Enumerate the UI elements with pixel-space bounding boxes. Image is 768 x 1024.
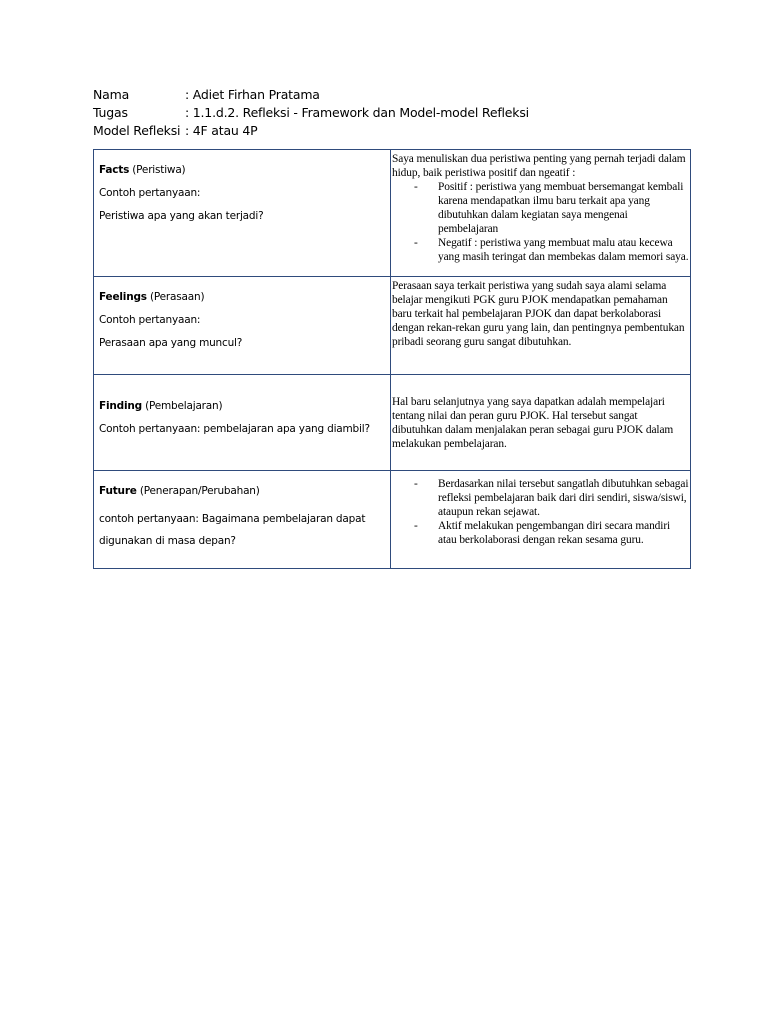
task-label: Tugas — [93, 105, 128, 120]
finding-title: Finding — [99, 400, 142, 412]
feelings-example-label: Contoh pertanyaan: — [99, 314, 201, 326]
feelings-question: Perasaan apa yang muncul? — [99, 337, 243, 349]
feelings-subtitle: (Perasaan) — [146, 291, 205, 303]
future-example-label: contoh pertanyaan: Bagaimana pembelajaran dapat digunakan di masa depan? — [99, 513, 366, 547]
future-subtitle: (Penerapan/Perubahan) — [136, 485, 260, 497]
list-item: - Berdasarkan nilai tersebut sangatlah dibutuhkan sebagai refleksi pembelajaran baik dari diri sendiri, siswa/siswi, ataupun rekan sejawat. — [392, 477, 690, 519]
feelings-row — [94, 277, 691, 375]
finding-subtitle: (Pembelajaran) — [141, 400, 223, 412]
facts-answer-intro: Saya menuliskan dua peristiwa penting yang pernah terjadi dalam hidup, baik peristiwa positif dan ngeatif : — [392, 153, 686, 179]
future-title: Future — [99, 485, 137, 497]
list-item: - Negatif : peristiwa yang membuat malu atau kecewa yang masih teringat dan membekas dalam memori saya. — [392, 236, 690, 264]
feelings-prompt-cell — [94, 277, 391, 375]
facts-answer-cell — [391, 150, 691, 277]
facts-answer-list — [392, 180, 690, 264]
name-row — [93, 86, 693, 104]
name-label: Nama — [93, 87, 130, 102]
finding-answer: Hal baru selanjutnya yang saya dapatkan adalah mempelajari tentang nilai dan peran guru PJOK. Hal tersebut sangat dibutuhkan dalam menjalakan peran sebagai guru PJOK dalam melakukan pembelajaran. — [392, 396, 674, 450]
finding-example-label: Contoh pertanyaan: pembelajaran apa yang diambil? — [99, 423, 370, 435]
finding-prompt-cell — [94, 375, 391, 471]
future-prompt-cell — [94, 471, 391, 569]
facts-title: Facts — [99, 164, 130, 176]
feelings-answer: Perasaan saya terkait peristiwa yang sudah saya alami selama belajar mengikuti PGK guru PJOK mendapatkan pemahaman baru terkait hal pembelajaran PJOK dan dapat berkolaborasi dengan rekan-rekan guru yang lain, dan pentingnya pembentukan pribadi seorang guru sangat dibutuhkan. — [392, 280, 685, 348]
header-info — [93, 86, 693, 140]
reflection-table — [93, 149, 691, 569]
model-value: : 4F atau 4P — [185, 123, 258, 138]
future-answer-list — [392, 477, 690, 547]
future-row — [94, 471, 691, 569]
task-row — [93, 104, 693, 122]
facts-prompt-cell — [94, 150, 391, 277]
name-value: : Adiet Firhan Pratama — [185, 87, 320, 102]
feelings-title: Feelings — [99, 291, 147, 303]
facts-subtitle: (Peristiwa) — [129, 164, 186, 176]
list-item: - Aktif melakukan pengembangan diri secara mandiri atau berkolaborasi dengan rekan sesama guru. — [392, 519, 690, 547]
finding-answer-cell — [391, 375, 691, 471]
list-item: - Positif : peristiwa yang membuat bersemangat kembali karena mendapatkan ilmu baru terkait apa yang dibutuhkan dalam kegiatan saya mengenai pembelajaran — [392, 180, 690, 236]
feelings-answer-cell — [391, 277, 691, 375]
facts-example-label: Contoh pertanyaan: — [99, 187, 201, 199]
finding-row — [94, 375, 691, 471]
facts-question: Peristiwa apa yang akan terjadi? — [99, 210, 264, 222]
facts-row — [94, 150, 691, 277]
model-row — [93, 122, 693, 140]
task-value: : 1.1.d.2. Refleksi - Framework dan Model-model Refleksi — [185, 105, 529, 120]
future-answer-cell — [391, 471, 691, 569]
model-label: Model Refleksi — [93, 123, 181, 138]
